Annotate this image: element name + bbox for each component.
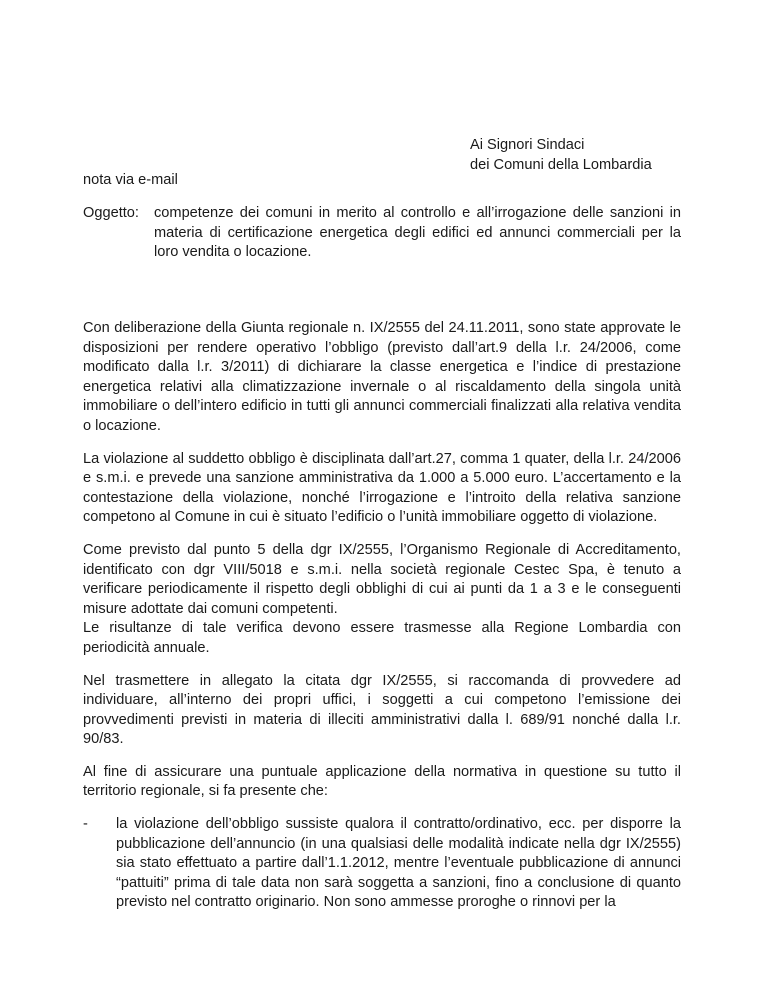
body-paragraph: Con deliberazione della Giunta regionale n. IX/2555 del 24.11.2011, sono state approvate le disposizioni per rendere operativo l’obbligo (previsto dall’art.9 della l.r. 24/2006, come modificato dalla l.r. 3/2011) di dichiarare la classe energetica e l’indice di prestazione energetica relativi alla climatizzazione invernale o al riscaldamento della singola unità immobiliare o dell’intero edificio in tutti gli annunci commerciali finalizzati alla relativa vendita o locazione.: [83, 320, 681, 434]
recipient-line: dei Comuni della Lombardia: [470, 157, 652, 173]
bullet-mark: -: [83, 816, 88, 833]
subject-block: [83, 204, 681, 263]
body-paragraph: Le risultanze di tale verifica devono essere trasmesse alla Regione Lombardia con periodicità annuale.: [83, 620, 681, 656]
list-item: [83, 815, 681, 913]
recipient-line: Ai Signori Sindaci: [470, 137, 585, 153]
bullet-text: la violazione dell’obbligo sussiste qualora il contratto/ordinativo, ecc. per disporre la pubblicazione dell’annuncio (in una qualsiasi delle modalità indicate nella dgr IX/2555) sia stato effettuato a partire dall’1.1.2012, mentre l’eventuale pubblicazione di annunci “pattuiti” prima di tale data non sarà soggetta a sanzioni, fino a conclusione di quanto previsto nel contratto originario. Non sono ammesse proroghe o rinnovi per la: [116, 816, 681, 911]
body-paragraph: Come previsto dal punto 5 della dgr IX/2555, l’Organismo Regionale di Accreditamento, identificato con dgr VIII/5018 e s.m.i. nella società regionale Cestec Spa, è tenuto a verificare periodicamente il rispetto degli obblighi di cui ai punti da 1 a 3 e le conseguenti misure adottate dai comuni competenti.: [83, 541, 681, 617]
body-paragraph: La violazione al suddetto obbligo è disciplinata dall’art.27, comma 1 quater, della l.r. 24/2006 e s.m.i. e prevede una sanzione amministrativa da 1.000 a 5.000 euro. L’accertamento e la contestazione della violazione, nonché l’irrogazione e l’introito della relativa sanzione competono al Comune in cui è situato l’edificio o l’unità immobiliare oggetto di violazione.: [83, 450, 681, 526]
body-paragraph: Nel trasmettere in allegato la citata dgr IX/2555, si raccomanda di provvedere ad individuare, all’interno dei propri uffici, i soggetti a cui competono l’emissione dei provvedimenti previsti in materia di illeciti amministrativi dalla l. 689/91 nonché dalla l.r. 90/83.: [83, 672, 681, 748]
delivery-note: nota via e-mail: [83, 172, 178, 188]
letter-body: [83, 319, 681, 913]
subject-label: Oggetto:: [83, 205, 139, 221]
body-paragraph: Al fine di assicurare una puntuale applicazione della normativa in questione su tutto il territorio regionale, si fa presente che:: [83, 763, 681, 800]
subject-text: competenze dei comuni in merito al controllo e all’irrogazione delle sanzioni in materia di certificazione energetica degli edifici ed annunci commerciali per la loro vendita o locazione.: [154, 205, 681, 261]
recipient-block: [470, 135, 652, 175]
